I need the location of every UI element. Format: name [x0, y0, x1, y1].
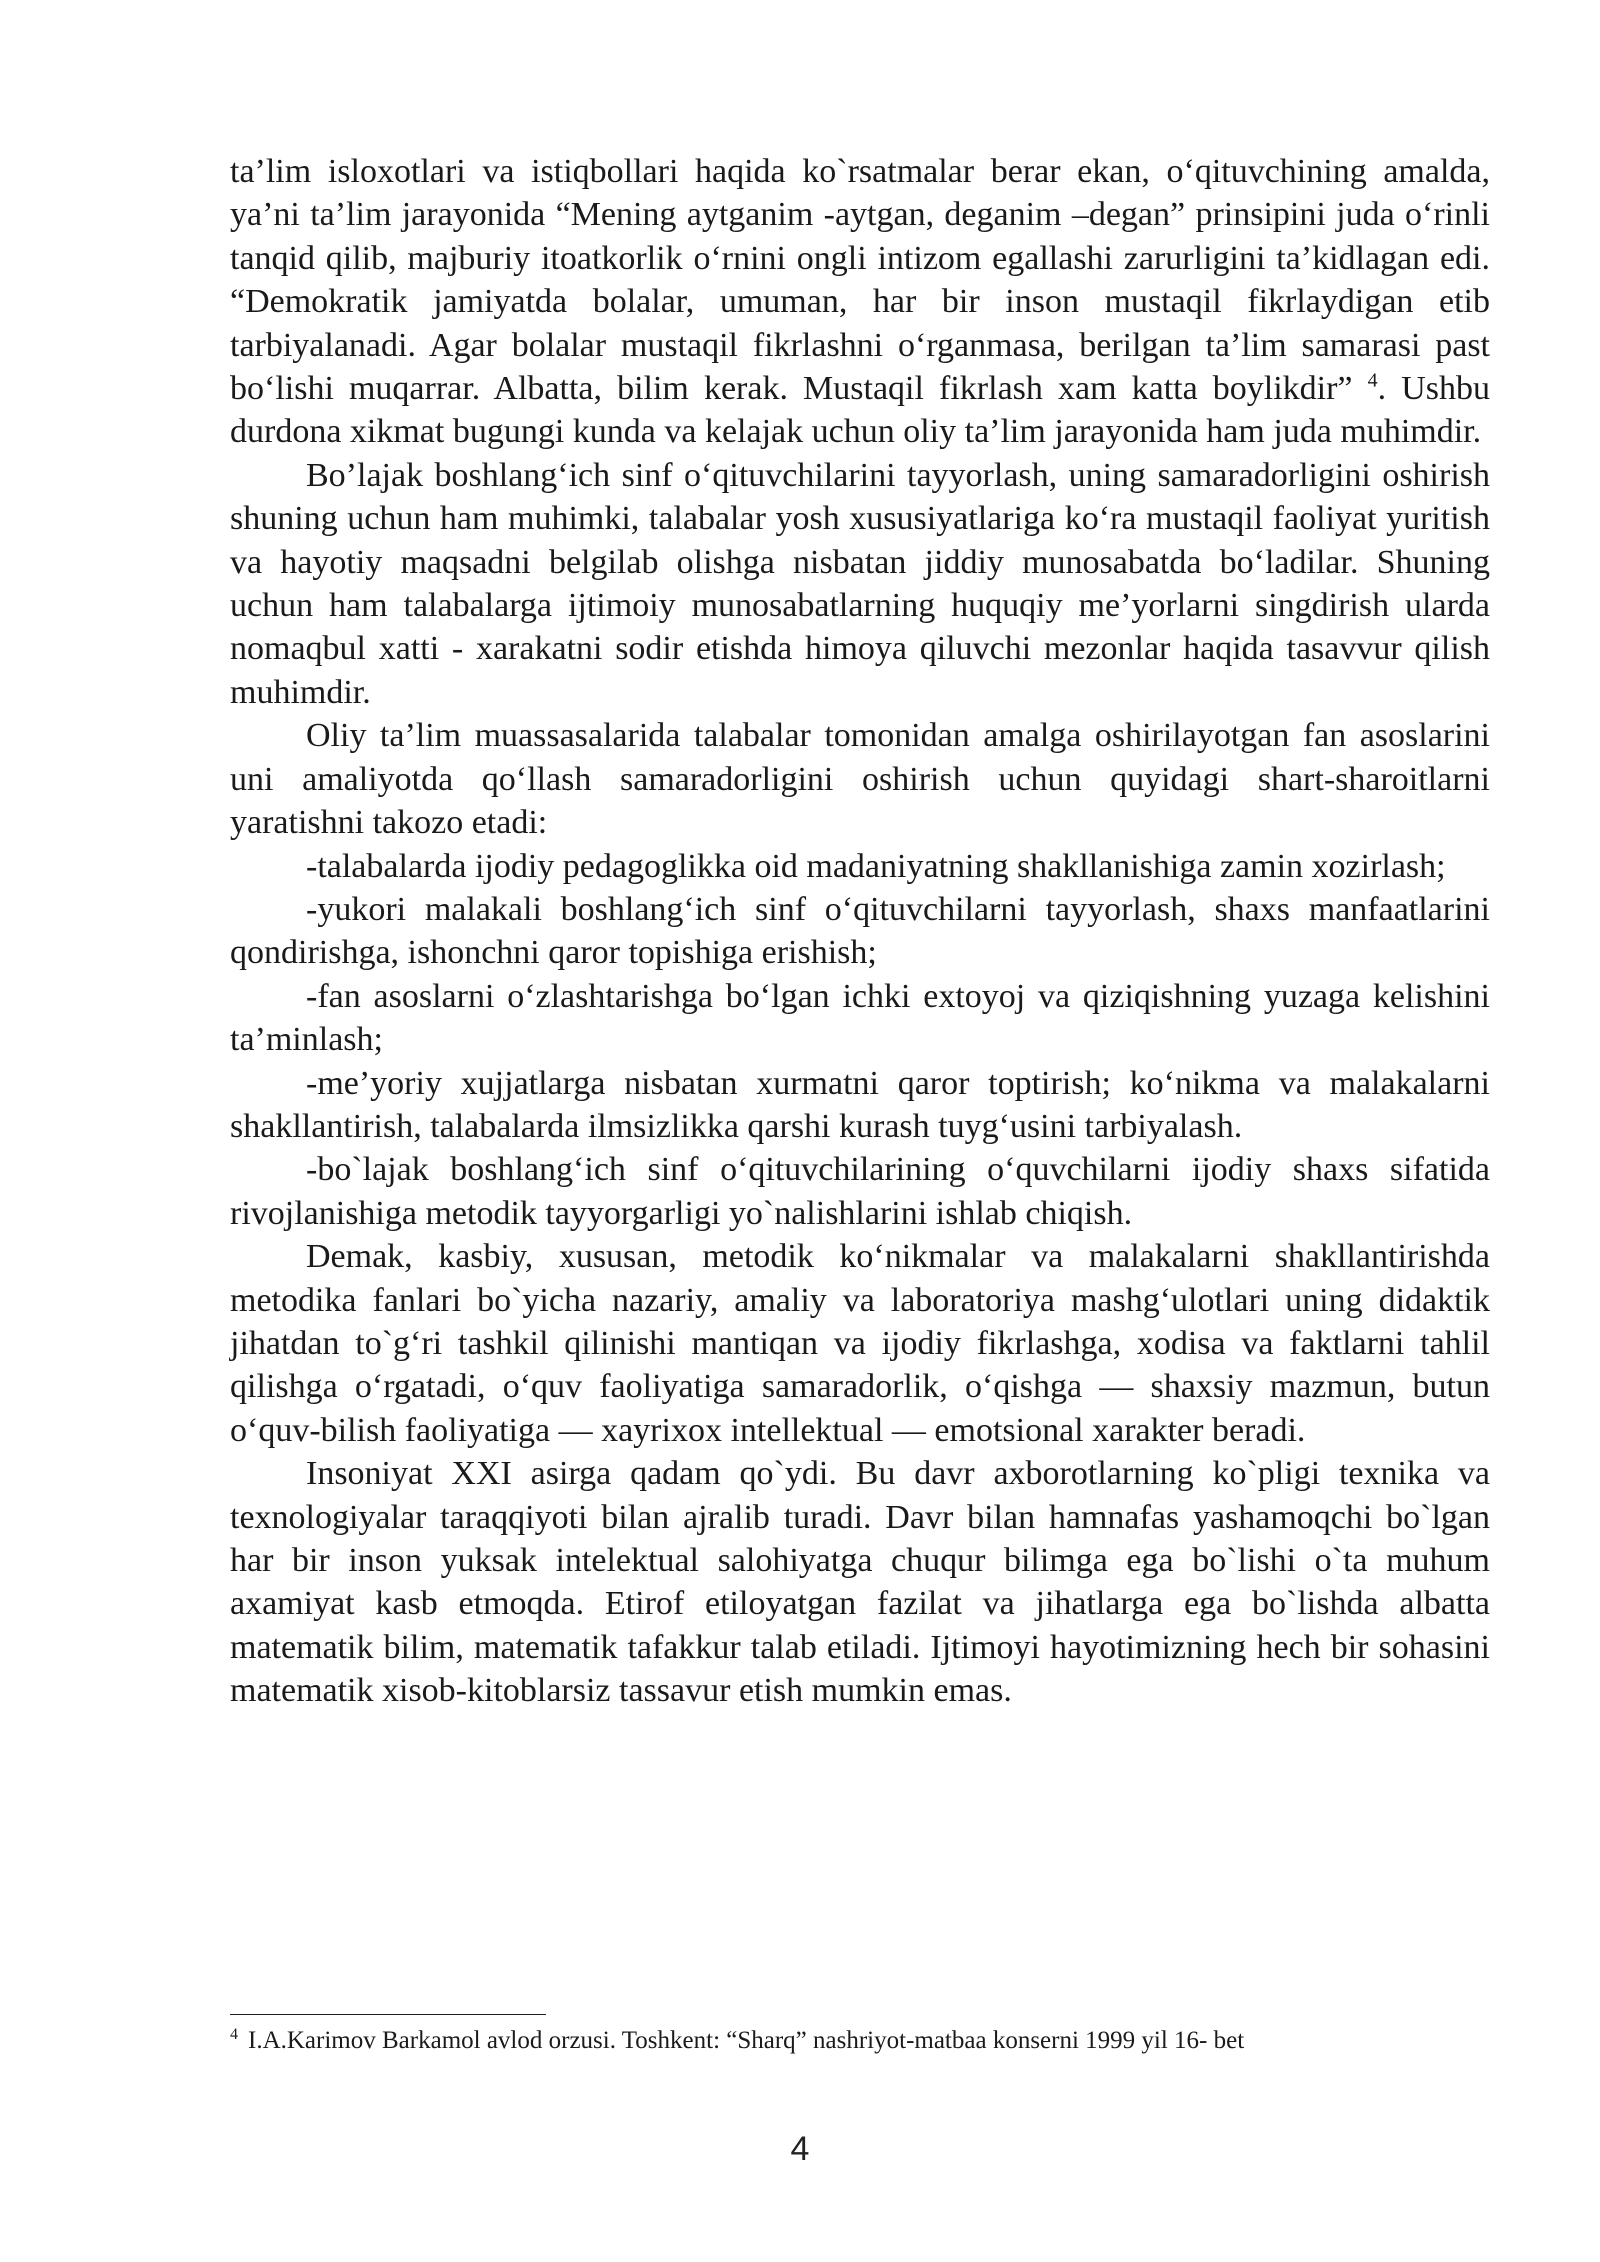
body-text [230, 150, 1490, 1713]
page-content [230, 150, 1490, 1713]
paragraph-1-text: ta’lim isloxotlari va istiqbollari haqida ko`rsatmalar berar ekan, o‘qituvchining amalda, ya’ni ta’lim jarayonida “Mening aytganim -aytgan, deganim –degan” prinsipini juda o‘rinli tanqid qilib, majburiy itoatkorlik o‘rnini ongli intizom egallashi zarurligini ta’kidlagan edi. “Demokratik jamiyatda bolalar, umuman, har bir inson mustaqil fikrlaydigan etib tarbiyalanadi. Agar bolalar mustaqil fikrlashni o‘rganmasa, berilgan ta’lim samarasi past bo‘lishi muqarrar. Albatta, bilim kerak. Mustaqil fikrlash xam katta boylikdir” [230, 153, 1490, 408]
list-item-4: -me’yoriy xujjatlarga nisbatan xurmatni qaror toptirish; ko‘nikma va malakalarni shakllantirish, talabalarda ilmsizlikka qarshi kurash tuyg‘usini tarbiyalash. [230, 1064, 1490, 1145]
paragraph-5: Insoniyat XXI asirga qadam qo`ydi. Bu davr axborotlarning ko`pligi texnika va texnologiyalar taraqqiyoti bilan ajralib turadi. Davr bilan hamnafas yashamoqchi bo`lgan har bir inson yuksak intelektual salohiyatga chuqur bilimga ega bo`lishi o`ta muhum axamiyat kasb etmoqda. Etirof etiloyatgan fazilat va jihatlarga ega bo`lishda albatta matematik bilim, matematik tafakkur talab etiladi. Ijtimoyi hayotimizning hech bir sohasini matematik xisob-kitoblarsiz tassavur etish mumkin emas. [230, 1455, 1490, 1710]
list-item-5: -bo`lajak boshlang‘ich sinf o‘qituvchilarining o‘quvchilarni ijodiy shaxs sifatida rivojlanishiga metodik tayyorgarligi yo`nalishlarini ishlab chiqish. [230, 1151, 1490, 1232]
footnote-text: I.A.Karimov Barkamol avlod orzusi. Toshkent: “Sharq” nashriyot-matbaa konserni 1999 yil 16- bet [248, 2027, 1245, 2054]
paragraph-1 [230, 150, 1490, 454]
page-number: 4 [790, 2130, 810, 2168]
list-item-1: -talabalarda ijodiy pedagoglikka oid madaniyatning shakllanishiga zamin xozirlash; [306, 847, 1446, 885]
footnote-separator [230, 2014, 546, 2015]
paragraph-3: Oliy ta’lim muassasalarida talabalar tomonidan amalga oshirilayotgan fan asoslarini uni amaliyotda qo‘llash samaradorligini oshirish uchun quyidagi shart-sharoitlarni yaratishni takozo etadi: [230, 717, 1490, 842]
list-item-3: -fan asoslarni o‘zlashtarishga bo‘lgan ichki extoyoj va qiziqishning yuzaga kelishini ta’minlash; [230, 977, 1490, 1059]
paragraph-4: Demak, kasbiy, xususan, metodik ko‘nikmalar va malakalarni shakllantirishda metodika fanlari bo`yicha nazariy, amaliy va laboratoriya mashg‘ulotlari uning didaktik jihatdan to`g‘ri tashkil qilinishi mantiqan va ijodiy fikrlashga, xodisa va faktlarni tahlil qilishga o‘rgatadi, o‘quv faoliyatiga samaradorlik, o‘qishga — shaxsiy mazmun, butun o‘quv-bilish faoliyatiga — xayrixox intellektual — emotsional xarakter beradi. [230, 1238, 1490, 1449]
paragraph-2: Bo’lajak boshlang‘ich sinf o‘qituvchilarini tayyorlash, uning samaradorligini oshirish shuning uchun ham muhimki, talabalar yosh xususiyatlariga ko‘ra mustaqil faoliyat yuritish va hayotiy maqsadni belgilab olishga nisbatan jiddiy munosabatda bo‘ladilar. Shuning uchun ham talabalarga ijtimoiy munosabatlarning huquqiy me’yorlarni singdirish ularda nomaqbul xatti - xarakatni sodir etishda himoya qiluvchi mezonlar haqida tasavvur qilish muhimdir. [230, 456, 1490, 711]
footnote-mark: 4 [230, 2025, 238, 2043]
list-item-2: -yukori malakali boshlang‘ich sinf o‘qituvchilarni tayyorlash, shaxs manfaatlarini qondirishga, ishonchni qaror topishiga erishish; [230, 890, 1490, 972]
paragraph-1-continuation: . Ushbu durdona xikmat bugungi kunda va kelajak uchun oliy ta’lim jarayonida ham juda muhimdir. [230, 370, 1490, 451]
footnote-reference[interactable]: 4 [1367, 369, 1378, 392]
footnote [230, 2026, 1490, 2056]
